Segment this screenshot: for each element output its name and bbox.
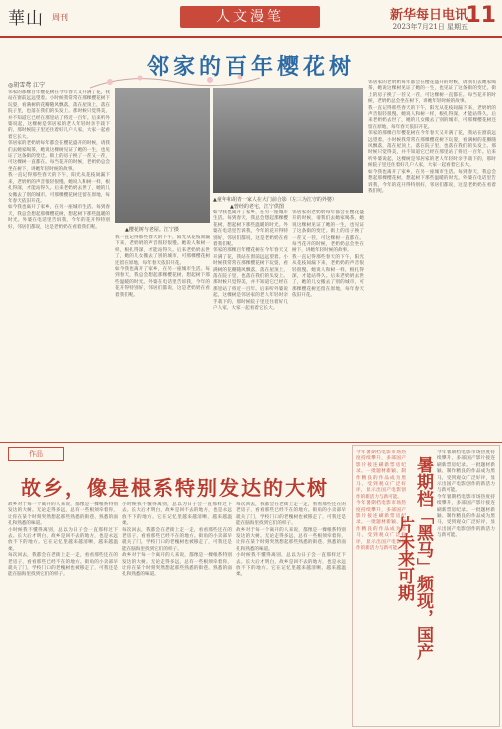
article-paragraph: 如今我也离开了家乡，在另一座城市生活。每到春天，我总会想起那棵樱花树，想起树下那些温暖的时光。外婆在电话里告诉我，今年的花开得特别好，邻居们都说，这是老奶奶在看着我们呢。 (8, 205, 110, 230)
cherry-tree-photo (115, 88, 210, 223)
article-paragraph: 邻居家的老奶奶每年都会在樱花盛开的时候，请我们去她家喝茶，她说这棵树见证了她的一生，也见证了这条街的变迁。街上的房子换了一茬又一茬，可这棵树一直都在。每当花开的时候，老奶奶总会坐在树下，讲她年轻时候的故事。 (368, 80, 496, 105)
left-photo-caption: ▲樱花树与老屋。江宁摄 (125, 227, 179, 233)
sidebar-paragraph: 今年暑期档电影市场热度持续攀升，多部国产影片接连刷新票房纪录。一批题材新颖、制作精良的作品成为黑马，受到观众广泛好评，显示出国产电影创作的新活力与新可能。 (356, 450, 406, 500)
story-paragraph: 小时候我不懂得离别，总以为日子会一直那样过下去。长大后才明白，故乡是回不去的地方，也是永远放不下的地方。它在记忆里越来越清晰，越来越温柔。 (236, 553, 346, 578)
story-paragraph: 故乡对于每一个离开的人来说，都像是一棵根系特别发达的大树。无论走得多远，总有一些根须牵着你，让你在某个时刻突然想起那些熟悉的街巷、熟悉的面孔和熟悉的味道。 (122, 553, 232, 578)
article-paragraph: 我一直记得那些春天的下午，阳光从花枝间漏下来，老奶奶的声音很轻很慢。她说人和树一样，根扎得深，才能站得久。后来老奶奶去世了，她的儿女搬去了别的城市，可那棵樱花树还留在原地，每年春天依旧开花。 (8, 173, 110, 204)
story-paragraph: 小时候我不懂得离别，总以为日子会一直那样过下去。长大后才明白，故乡是回不去的地方，也是永远放不下的地方。它在记忆里越来越清晰，越来越温柔。 (122, 502, 232, 527)
story-column-1 (8, 502, 118, 724)
article-paragraph: 我一直记得那些春天的下午，阳光从花枝间漏下来，老奶奶的声音很轻很慢。她说人和树一样，根扎得深，才能站得久。后来老奶奶去世了，她的儿女搬去了别的城市，可那棵樱花树还留在原地，每年春天依旧开花。 (368, 105, 496, 130)
brand-left: 華山 (8, 9, 44, 29)
story-paragraph: 故乡对于每一个离开的人来说，都像是一棵根系特别发达的大树。无论走得多远，总有一些根须牵着你，让你在某个时刻突然想起那些熟悉的街巷、熟悉的面孔和熟悉的味道。 (8, 502, 118, 527)
article-paragraph: 邻家的那棵百年樱花树在今年春天又开满了花，我站在窗前远远望着。小时候我常常在那棵樱花树下玩耍，看满树的花瓣随风飘落，落在屋顶上，落在院子里，也落在我们的头发上。那时候只觉得美，并不知道它已经在那里站了将近一百年。后来听外婆说起，这棵树是邻居家的老人年轻时亲手栽下的，那时候院子里还住着好几户人家，大家一起看着它长大。 (8, 90, 110, 140)
story-paragraph: 小时候我不懂得离别，总以为日子会一直那样过下去。长大后才明白，故乡是回不去的地方，也是永远放不下的地方。它在记忆里越来越清晰，越来越温柔。 (8, 527, 118, 552)
section-ribbon (180, 6, 320, 28)
story-title: 故乡，像是根系特别发达的大树 (21, 476, 329, 500)
feature-title: 邻家的百年樱花树 (146, 54, 355, 80)
family-photo-caption: ▲童年和胡青一家人在大门前合影（左三为江守的外婆） (213, 197, 337, 203)
article-column-4 (292, 210, 364, 435)
sidebar-title: 暑期档「黑马」频现，国产片未来可期 (394, 456, 433, 660)
story-paragraph: 故乡对于每一个离开的人来说，都像是一棵根系特别发达的大树。无论走得多远，总有一些根须牵着你，让你在某个时刻突然想起那些熟悉的街巷、熟悉的面孔和熟悉的味道。 (236, 527, 346, 552)
story-paragraph: 每次回去，我都会在老街上走一走，看看那些还在的老房子，看看那些已经不在的地方。街角的小卖部早就关了门，学校门口的老槐树也被移走了，可我还是能在脑海里找到它们的样子。 (8, 553, 118, 578)
sidebar-column-2 (437, 450, 495, 720)
story-column-2 (122, 502, 232, 724)
section-title: 人文漫笔 (216, 9, 284, 25)
story-paragraph: 每次回去，我都会在老街上走一走，看看那些还在的老房子，看看那些已经不在的地方。街角的小卖部早就关了门，学校门口的老槐树也被移走了，可我还是能在脑海里找到它们的样子。 (236, 502, 346, 527)
article-paragraph: 邻居家的老奶奶每年都会在樱花盛开的时候，请我们去她家喝茶，她说这棵树见证了她的一生，也见证了这条街的变迁。街上的房子换了一茬又一茬，可这棵树一直都在。每当花开的时候，老奶奶总会坐在树下，讲她年轻时候的故事。 (8, 141, 110, 172)
article-paragraph: 邻家的那棵百年樱花树在今年春天又开满了花，我站在窗前远远望着。小时候我常常在那棵樱花树下玩耍，看满树的花瓣随风飘落，落在屋顶上，落在院子里，也落在我们的头发上。那时候只觉得美，并不知道它已经在那里站了将近一百年。后来听外婆说起，这棵树是邻居家的老人年轻时亲手栽下的，那时候院子里还住着好几户人家，大家一起看着它长大。 (368, 131, 496, 169)
article-paragraph: 邻居家的老奶奶每年都会在樱花盛开的时候，请我们去她家喝茶，她说这棵树见证了她的一生，也见证了这条街的变迁。街上的房子换了一茬又一茬，可这棵树一直都在。每当花开的时候，老奶奶总会坐在树下，讲她年轻时候的故事。 (292, 210, 364, 254)
brand-left-sub: 周刊 (52, 13, 68, 22)
article-paragraph: 我一直记得那些春天的下午，阳光从花枝间漏下来，老奶奶的声音很轻很慢。她说人和树一样，根扎得深，才能站得久。后来老奶奶去世了，她的儿女搬去了别的城市，可那棵樱花树还留在原地，每年春天依旧开花。 (115, 235, 210, 266)
newspaper-name: 新华每日电讯 (389, 8, 468, 23)
issue-date: 2023年7月21日 星期五 (392, 23, 468, 31)
story-tag-label: 作品 (29, 450, 43, 458)
sidebar-paragraph: 今年暑期档电影市场热度持续攀升，多部国产影片接连刷新票房纪录。一批题材新颖、制作精良的作品成为黑马，受到观众广泛好评，显示出国产电影创作的新活力与新可能。 (437, 450, 495, 494)
story-column-3 (236, 502, 346, 724)
family-photo (213, 88, 363, 193)
section-divider (0, 442, 502, 443)
story-paragraph: 每次回去，我都会在老街上走一走，看看那些还在的老房子，看看那些已经不在的地方。街角的小卖部早就关了门，学校门口的老槐树也被移走了，可我还是能在脑海里找到它们的样子。 (122, 527, 232, 552)
article-paragraph: 邻家的那棵百年樱花树在今年春天又开满了花，我站在窗前远远望着。小时候我常常在那棵樱花树下玩耍，看满树的花瓣随风飘落，落在屋顶上，落在院子里，也落在我们的头发上。那时候只觉得美，并不知道它已经在那里站了将近一百年。后来听外婆说起，这棵树是邻居家的老人年轻时亲手栽下的，那时候院子里还住着好几户人家，大家一起看着它长大。 (213, 248, 288, 312)
article-column-3 (213, 210, 288, 435)
story-tag-box (8, 447, 64, 461)
article-paragraph: 我一直记得那些春天的下午，阳光从花枝间漏下来，老奶奶的声音很轻很慢。她说人和树一样，根扎得深，才能站得久。后来老奶奶去世了，她的儿女搬去了别的城市，可那棵樱花树还留在原地，每年春天依旧开花。 (292, 254, 364, 299)
article-paragraph: 如今我也离开了家乡，在另一座城市生活。每到春天，我总会想起那棵樱花树，想起树下那些温暖的时光。外婆在电话里告诉我，今年的花开得特别好，邻居们都说，这是老奶奶在看着我们呢。 (213, 210, 288, 248)
page-number: 11 (465, 3, 496, 28)
article-column-right (368, 80, 496, 435)
article-paragraph: 如今我也离开了家乡，在另一座城市生活。每到春天，我总会想起那棵樱花树，想起树下那些温暖的时光。外婆在电话里告诉我，今年的花开得特别好，邻居们都说，这是老奶奶在看着我们呢。 (368, 169, 496, 194)
masthead (0, 0, 502, 38)
old-house-caption: ▲曾经的老宅，江宁供图 (230, 204, 284, 210)
article-column-1 (8, 90, 110, 435)
article-paragraph: 如今我也离开了家乡，在另一座城市生活。每到春天，我总会想起那棵樱花树，想起树下那些温暖的时光。外婆在电话里告诉我，今年的花开得特别好，邻居们都说，这是老奶奶在看着我们呢。 (115, 267, 210, 298)
sidebar-paragraph: 今年暑期档电影市场热度持续攀升，多部国产影片接连刷新票房纪录。一批题材新颖、制作精良的作品成为黑马，受到观众广泛好评，显示出国产电影创作的新活力与新可能。 (356, 501, 406, 552)
sidebar-paragraph: 今年暑期档电影市场热度持续攀升，多部国产影片接连刷新票房纪录。一批题材新颖、制作精良的作品成为黑马，受到观众广泛好评，显示出国产电影创作的新活力与新可能。 (437, 494, 495, 539)
feature-byline: ◎胡雪鸢 江宁 (8, 82, 46, 89)
article-column-2 (115, 235, 210, 435)
